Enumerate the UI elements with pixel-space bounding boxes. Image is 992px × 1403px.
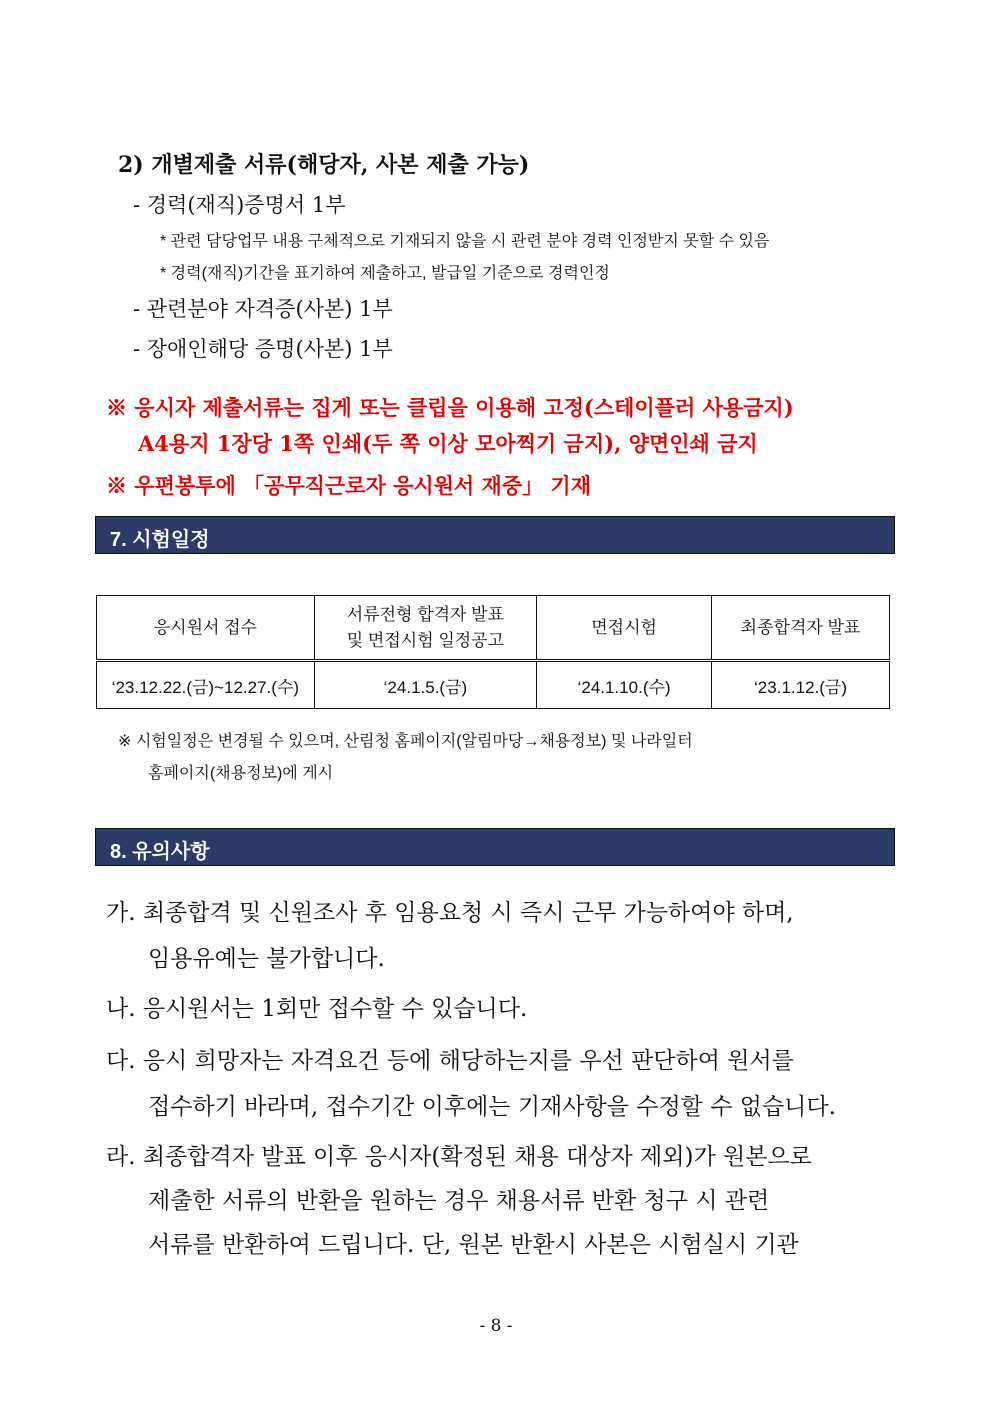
table-cell: ‘24.1.10.(수) xyxy=(537,661,712,709)
caution-item-ra-cont-2: 서류를 반환하여 드립니다. 단, 원본 반환시 사본은 시험실시 기관 xyxy=(148,1232,799,1258)
docs-heading: 2) 개별제출 서류(해당자, 사본 제출 가능) xyxy=(118,152,530,178)
table-header-cell: 응시원서 접수 xyxy=(97,596,315,661)
doc-note-career-period: * 경력(재직)기간을 표기하여 제출하고, 발급일 기준으로 경력인정 xyxy=(160,265,610,282)
doc-item-career-cert: - 경력(재직)증명서 1부 xyxy=(133,193,346,217)
section-7-title: 7. 시험일정 xyxy=(110,529,210,551)
table-header-cell: 최종합격자 발표 xyxy=(712,596,890,661)
table-cell: ‘23.1.12.(금) xyxy=(712,661,890,709)
table-header-row xyxy=(97,596,890,661)
table-header-cell: 서류전형 합격자 발표 및 면접시험 일정공고 xyxy=(314,596,536,661)
table-cell: ‘24.1.5.(금) xyxy=(314,661,536,709)
page-number: - 8 - xyxy=(479,1316,513,1336)
table-row xyxy=(97,661,890,709)
doc-note-career-detail: * 관련 담당업무 내용 구체적으로 기재되지 않을 시 관련 분야 경력 인정받지 못할 수 있음 xyxy=(160,233,770,250)
table-cell: ‘23.12.22.(금)~12.27.(수) xyxy=(97,661,315,709)
warning-printing: A4용지 1장당 1쪽 인쇄(두 쪽 이상 모아찍기 금지), 양면인쇄 금지 xyxy=(138,431,758,456)
caution-item-ga: 가. 최종합격 및 신원조사 후 임용요청 시 즉시 근무 가능하여야 하며, xyxy=(106,900,794,926)
section-8-title: 8. 유의사항 xyxy=(110,841,210,863)
caution-item-ra: 라. 최종합격자 발표 이후 응시자(확정된 채용 대상자 제외)가 원본으로 xyxy=(106,1144,812,1170)
warning-envelope: ※ 우편봉투에 「공무직근로자 응시원서 재중」 기재 xyxy=(106,473,591,498)
caution-item-da: 다. 응시 희망자는 자격요건 등에 해당하는지를 우선 판단하여 원서를 xyxy=(106,1048,794,1074)
caution-item-na: 나. 응시원서는 1회만 접수할 수 있습니다. xyxy=(106,996,528,1022)
caution-item-ra-cont-1: 제출한 서류의 반환을 원하는 경우 채용서류 반환 청구 시 관련 xyxy=(148,1188,770,1214)
section-8-header xyxy=(95,828,895,866)
doc-item-license: - 관련분야 자격증(사본) 1부 xyxy=(133,297,393,321)
schedule-note-line-1: ※ 시험일정은 변경될 수 있으며, 산림청 홈페이지(알림마당→채용정보) 및 나라일터 xyxy=(118,733,693,750)
caution-item-ga-cont: 임용유예는 불가합니다. xyxy=(148,946,385,972)
exam-schedule-table xyxy=(96,595,890,709)
warning-binding: ※ 응시자 제출서류는 집게 또는 클립을 이용해 고정(스테이플러 사용금지) xyxy=(106,395,794,420)
caution-item-da-cont: 접수하기 바라며, 접수기간 이후에는 기재사항을 수정할 수 없습니다. xyxy=(148,1094,836,1120)
schedule-note-line-2: 홈페이지(채용정보)에 게시 xyxy=(148,765,334,782)
section-7-header xyxy=(95,516,895,554)
doc-item-disability: - 장애인해당 증명(사본) 1부 xyxy=(133,337,393,361)
table-header-cell: 면접시험 xyxy=(537,596,712,661)
